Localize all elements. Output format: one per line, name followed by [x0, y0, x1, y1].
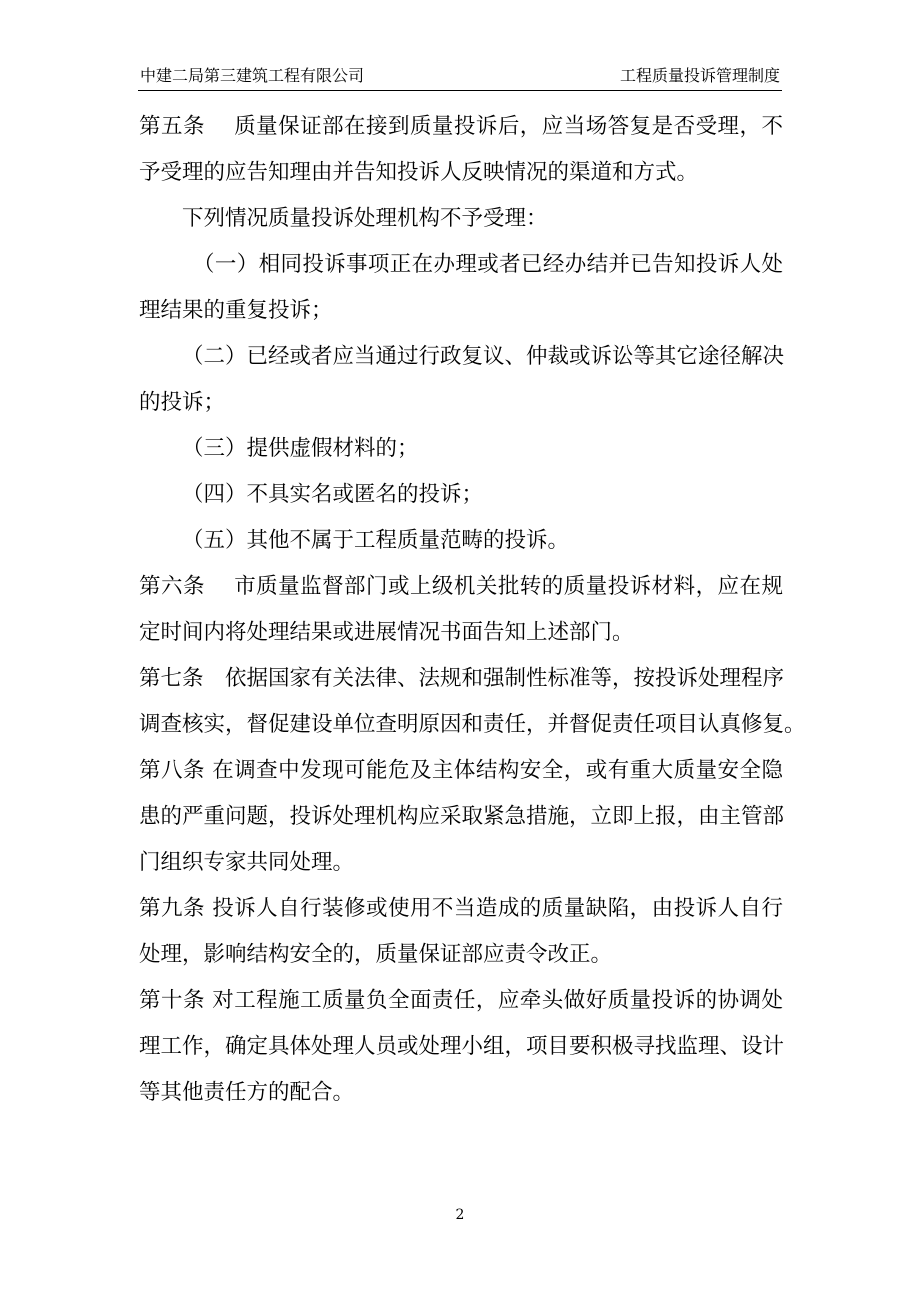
article-7-line-2: 调查核实，督促建设单位查明原因和责任，并督促责任项目认真修复。: [139, 712, 806, 737]
article-8-line-3: 门组织专家共同处理。: [139, 850, 355, 875]
item-4: （四）不具实名或匿名的投诉；: [182, 482, 484, 507]
page-number: 2: [455, 1207, 465, 1223]
article-9-line-1: 第九条 投诉人自行装修或使用不当造成的质量缺陷，由投诉人自行: [139, 896, 783, 921]
article-7-line-1: 第七条 依据国家有关法律、法规和强制性标准等，按投诉处理程序: [139, 666, 785, 691]
article-6-line-1: 第六条 市质量监督部门或上级机关批转的质量投诉材料，应在规: [139, 574, 783, 599]
article-10-line-2: 理工作，确定具体处理人员或处理小组，项目要积极寻找监理、设计: [139, 1034, 785, 1059]
article-8-line-2: 患的严重问题，投诉处理机构应采取紧急措施，立即上报，由主管部: [139, 804, 785, 829]
not-accepted-intro: 下列情况质量投诉处理机构不予受理：: [182, 206, 548, 231]
item-2-line-1: （二）已经或者应当通过行政复议、仲裁或诉讼等其它途径解决: [182, 344, 785, 369]
item-1-line-2: 理结果的重复投诉；: [139, 298, 333, 323]
item-1-line-1: （一）相同投诉事项正在办理或者已经办结并已告知投诉人处: [193, 252, 783, 277]
article-10-line-1: 第十条 对工程施工质量负全面责任，应牵头做好质量投诉的协调处: [139, 988, 783, 1013]
item-2-line-2: 的投诉；: [139, 390, 226, 415]
item-3: （三）提供虚假材料的；: [182, 436, 419, 461]
article-5-line-1: 第五条 质量保证部在接到质量投诉后，应当场答复是否受理，不: [139, 114, 783, 139]
article-6-line-2: 定时间内将处理结果或进展情况书面告知上述部门。: [139, 620, 634, 645]
article-8-line-1: 第八条 在调查中发现可能危及主体结构安全，或有重大质量安全隐: [139, 758, 783, 783]
document-body: [139, 104, 806, 1116]
header-document-title: 工程质量投诉管理制度: [619, 66, 780, 85]
page-header: [138, 66, 782, 91]
article-5-line-2: 予受理的应告知理由并告知投诉人反映情况的渠道和方式。: [139, 160, 699, 185]
article-10-line-3: 等其他责任方的配合。: [139, 1080, 355, 1105]
article-9-line-2: 处理，影响结构安全的，质量保证部应责令改正。: [139, 942, 613, 967]
item-5: （五）其他不属于工程质量范畴的投诉。: [182, 528, 570, 553]
header-company-name: 中建二局第三建筑工程有限公司: [140, 66, 365, 85]
